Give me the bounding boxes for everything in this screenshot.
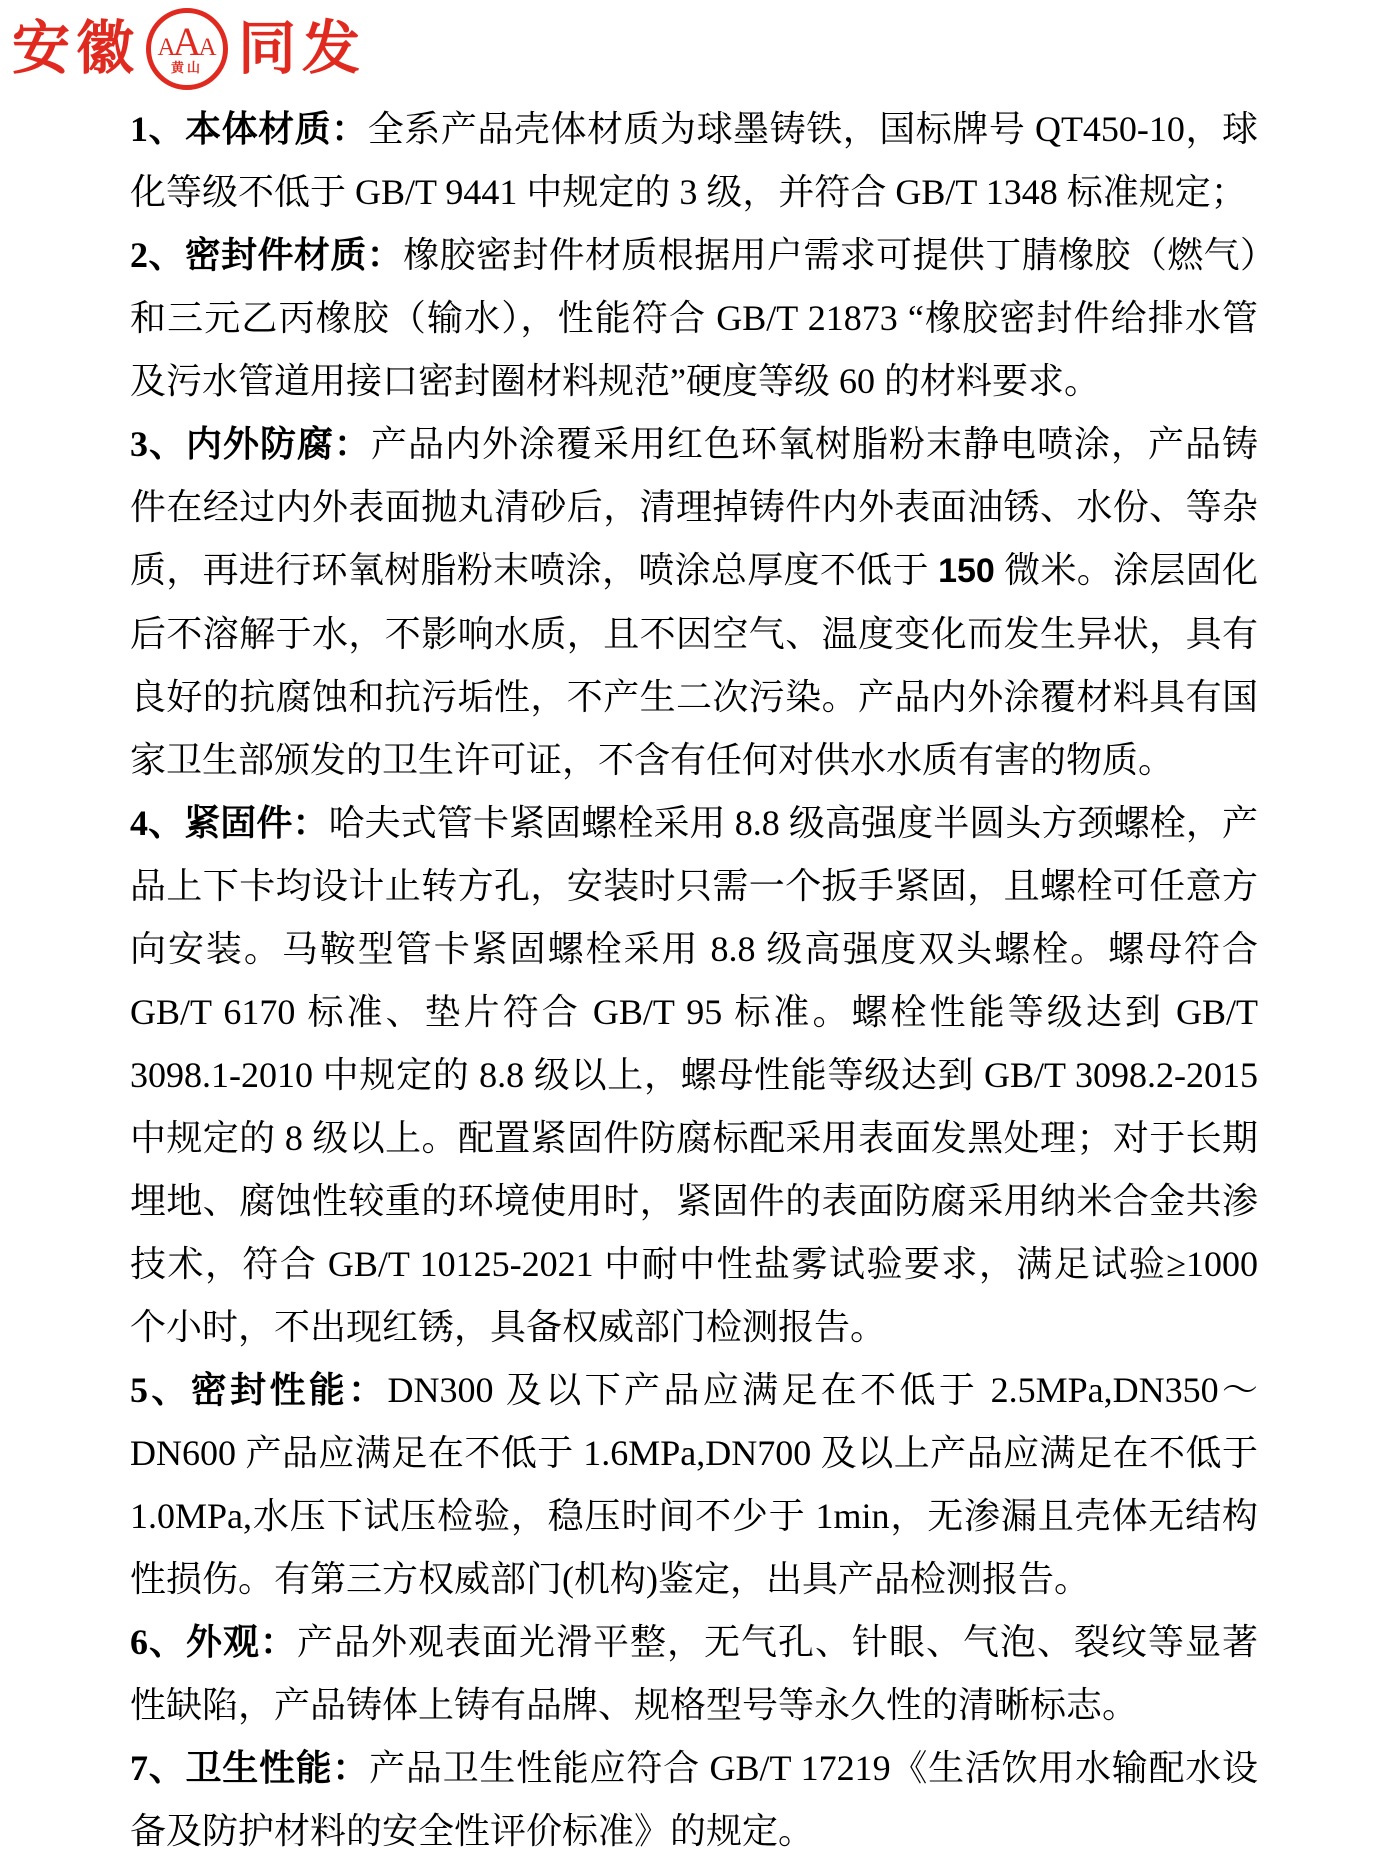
- spec-text: 全系产品壳体材质为球墨铸铁，国标牌号 QT450-10，球化等级不低于 GB/T 9441 中规定的 3 级，并符合 GB/T 1348 标准规定；: [130, 109, 1258, 212]
- spec-item-label: 1、本体材质：: [130, 109, 368, 149]
- brand-logo: [12, 8, 366, 90]
- spec-text: DN300 及以下产品应满足在不低于 2.5MPa,DN350～DN600 产品应满足在不低于 1.6MPa,DN700 及以上产品应满足在不低于 1.0MPa,水压下试压检验，稳压时间不少于 1min，无渗漏且壳体无结构性损伤。有第三方权威部门(机构)鉴定，出具产品检测报告。: [130, 1370, 1258, 1599]
- spec-text: 产品卫生性能应符合 GB/T 17219《生活饮用水输配水设备及防护材料的安全性评价标准》的规定。: [130, 1748, 1258, 1851]
- spec-paragraph: [130, 98, 1258, 224]
- spec-paragraph: [130, 224, 1258, 413]
- seal-subtitle: 黄山: [171, 60, 204, 75]
- spec-paragraph: [130, 792, 1258, 1359]
- seal-letter: A: [198, 34, 217, 61]
- seal-letter: A: [157, 34, 176, 61]
- logo-right-text: 同发: [238, 16, 367, 82]
- seal-letter: A: [172, 19, 202, 64]
- spec-list: [130, 98, 1258, 1863]
- spec-item-label: 6、外观：: [130, 1622, 297, 1662]
- aaa-seal-icon: [146, 8, 228, 90]
- highlighted-number: 150: [938, 552, 995, 590]
- spec-item-label: 4、紧固件：: [130, 803, 329, 843]
- spec-text: 产品外观表面光滑平整，无气孔、针眼、气泡、裂纹等显著性缺陷，产品铸体上铸有品牌、规格型号等永久性的清晰标志。: [130, 1622, 1258, 1725]
- seal-aaa-letters: [157, 19, 217, 64]
- spec-item-label: 5、密封性能：: [130, 1370, 388, 1410]
- spec-paragraph: [130, 1611, 1258, 1737]
- spec-paragraph: [130, 413, 1258, 792]
- spec-text: 哈夫式管卡紧固螺栓采用 8.8 级高强度半圆头方颈螺栓，产品上下卡均设计止转方孔，安装时只需一个扳手紧固，且螺栓可任意方向安装。马鞍型管卡紧固螺栓采用 8.8 级高强度双头螺栓。螺母符合 GB/T 6170 标准、垫片符合 GB/T 95 标准。螺栓性能等级达到 GB/T 3098.1-2010 中规定的 8.8 级以上，螺母性能等级达到 GB/T 3098.2-2015 中规定的 8 级以上。配置紧固件防腐标配采用表面发黑处理；对于长期埋地、腐蚀性较重的环境使用时，紧固件的表面防腐采用纳米合金共渗技术，符合 GB/T 10125-2021 中耐中性盐雾试验要求，满足试验≥1000 个小时，不出现红锈，具备权威部门检测报告。: [130, 803, 1258, 1347]
- spec-text: 橡胶密封件材质根据用户需求可提供丁腈橡胶（燃气）和三元乙丙橡胶（输水），性能符合 GB/T 21873 “橡胶密封件给排水管及污水管道用接口密封圈材料规范”硬度等级 60 的材料要求。: [130, 235, 1258, 401]
- spec-item-label: 3、内外防腐：: [130, 424, 371, 464]
- spec-text: 微米。涂层固化后不溶解于水，不影响水质，且不因空气、温度变化而发生异状，具有良好的抗腐蚀和抗污垢性，不产生二次污染。产品内外涂覆材料具有国家卫生部颁发的卫生许可证，不含有任何对供水水质有害的物质。: [130, 550, 1258, 780]
- spec-paragraph: [130, 1359, 1258, 1611]
- spec-item-label: 7、卫生性能：: [130, 1748, 370, 1788]
- spec-item-label: 2、密封件材质：: [130, 235, 404, 275]
- logo-left-text: 安徽: [12, 16, 141, 82]
- spec-paragraph: [130, 1737, 1258, 1863]
- spec-text: 产品内外涂覆采用红色环氧树脂粉末静电喷涂，产品铸件在经过内外表面抛丸清砂后，清理掉铸件内外表面油锈、水份、等杂质，再进行环氧树脂粉末喷涂，喷涂总厚度不低于: [130, 424, 1258, 590]
